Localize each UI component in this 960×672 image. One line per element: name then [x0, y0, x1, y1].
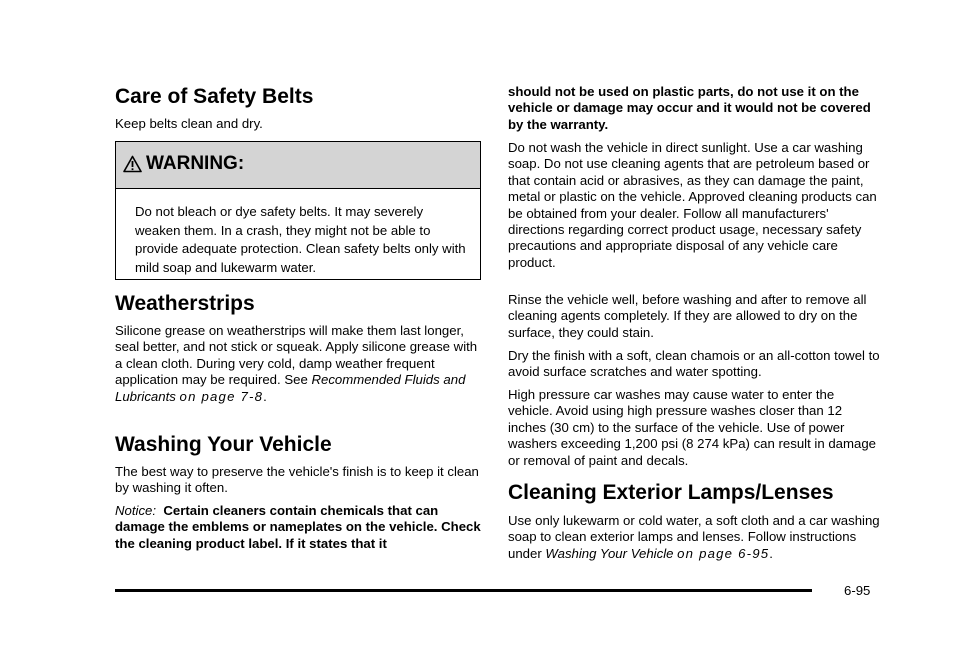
- weatherstrips-ref-page[interactable]: on page 7-8: [179, 388, 264, 404]
- washing-paragraph-2: Rinse the vehicle well, before washing and after to remove all cleaning agents completely. If they are allowed to dry on the surface, they could stain.: [508, 292, 867, 340]
- washing-notice: Notice: Certain cleaners contain chemicals that can damage the emblems or nameplates on the vehicle. Check the cleaning product label. If it states that it: [115, 503, 481, 551]
- lamps-text: Use only lukewarm or cold water, a soft cloth and a car washing soap to clean exterior lamps and lenses. Follow instructions under Washing Your Vehicle on page 6-95.: [508, 513, 880, 561]
- heading-weatherstrips: Weatherstrips: [115, 292, 255, 315]
- weatherstrips-text: Silicone grease on weatherstrips will make them last longer, seal better, and not stick or squeak. Apply silicone grease with a clean cloth. During very cold, damp weather frequent application may be required. See Recommended Fluids and Lubricants on page 7-8.: [115, 323, 478, 404]
- footer-rule: [115, 589, 812, 592]
- warning-triangle-icon: [123, 155, 142, 178]
- safety-belts-text: Keep belts clean and dry.: [115, 116, 263, 131]
- washing-paragraph-1: Do not wash the vehicle in direct sunlight. Use a car washing soap. Do not use cleaning agents that are petroleum based or that contain acid or abrasives, as they can damage the paint, metal or plastic on the vehicle. Approved cleaning products can be obtained from your dealer. Follow all manufacturers' directions regarding correct product usage, necessary safety precautions and appropriate disposal of any vehicle care product.: [508, 140, 877, 270]
- warning-header: [116, 142, 480, 189]
- washing-paragraph-4: High pressure car washes may cause water to enter the vehicle. Avoid using high pressure washes closer than 12 inches (30 cm) to the surface of the vehicle. Use of power washers exceeding 1,200 psi (8 274 kPa) can result in damage or removal of paint and decals.: [508, 387, 877, 468]
- page-number: 6-95: [844, 583, 871, 598]
- notice-continuation: should not be used on plastic parts, do not use it on the vehicle or damage may occur and it would not be covered by the warranty.: [508, 84, 871, 132]
- heading-washing-your-vehicle: Washing Your Vehicle: [115, 433, 332, 456]
- lamps-ref-page[interactable]: on page 6-95: [677, 545, 770, 561]
- notice-label: Notice:: [115, 503, 157, 518]
- washing-text: The best way to preserve the vehicle's finish is to keep it clean by washing it often.: [115, 464, 479, 496]
- heading-cleaning-exterior-lamps: Cleaning Exterior Lamps/Lenses: [508, 481, 834, 504]
- warning-title: WARNING:: [146, 153, 245, 174]
- warning-box: [115, 141, 481, 280]
- warning-text: Do not bleach or dye safety belts. It may severely weaken them. In a crash, they might not be able to provide adequate protection. Clean safety belts only with mild soap and lukewarm water.: [135, 204, 466, 275]
- washing-paragraph-3: Dry the finish with a soft, clean chamois or an all-cotton towel to avoid surface scratches and water spotting.: [508, 348, 880, 380]
- weatherstrips-ref-link[interactable]: Recommended Fluids and Lubricants: [115, 372, 466, 404]
- lamps-ref-link[interactable]: Washing Your Vehicle: [545, 545, 674, 561]
- heading-care-of-safety-belts: Care of Safety Belts: [115, 85, 314, 108]
